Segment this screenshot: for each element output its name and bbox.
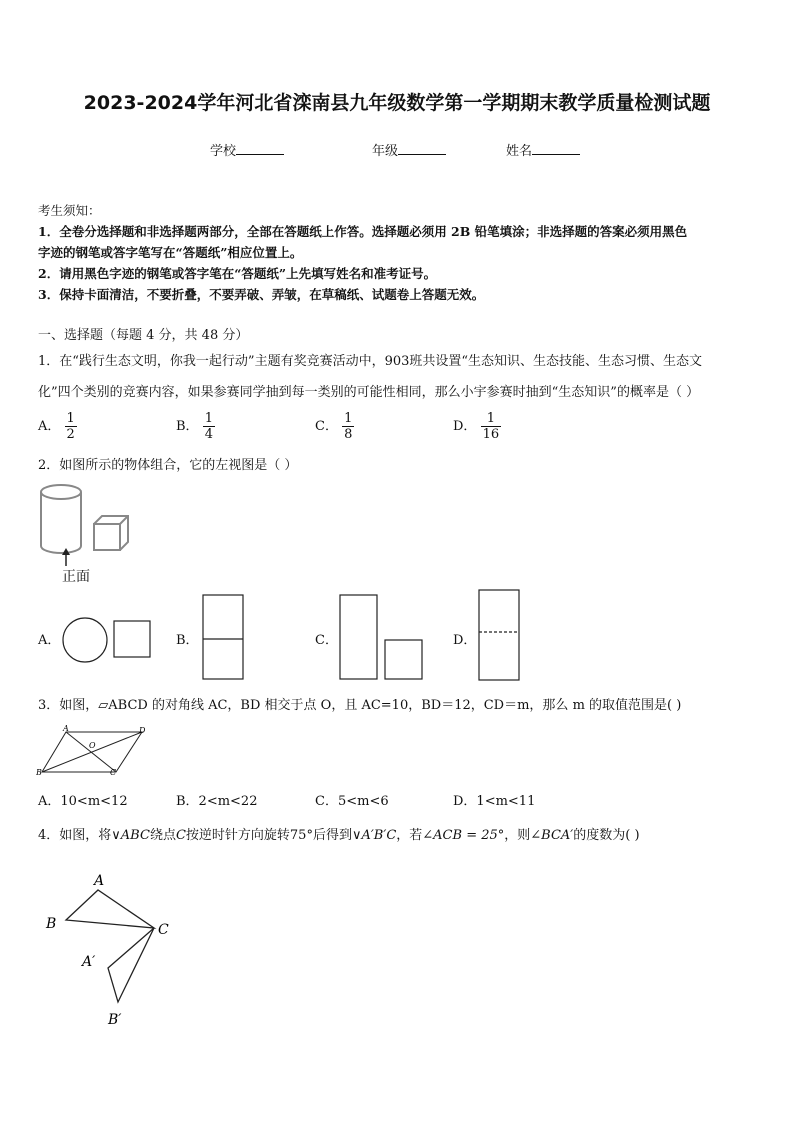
q2-option-a-figure <box>60 616 154 666</box>
q4-rotation-figure <box>40 868 190 1032</box>
q2-option-a-label[interactable]: A． <box>38 633 61 648</box>
fraction: $\frac{1}{4}$ <box>204 411 213 442</box>
q3-stem: 3．如图，▱ABCD 的对角线 AC，BD 相交于点 O，且 AC=10，BD＝12，CD＝m，那么 m 的取值范围是( ) <box>38 698 682 713</box>
grade-label: 年级 <box>372 144 399 159</box>
q2-option-c-figure <box>339 594 425 682</box>
name-field <box>506 140 580 159</box>
notice-block <box>38 200 760 305</box>
notice-item-3: 3．保持卡面清洁，不要折叠，不要弄破、弄皱，在草稿纸、试题卷上答题无效。 <box>38 287 485 302</box>
q1-option-d[interactable] <box>453 411 501 442</box>
exam-title: 2023-2024学年河北省滦南县九年级数学第一学期期末教学质量检测试题 <box>83 92 711 114</box>
option-letter: D． <box>453 419 477 434</box>
school-field <box>210 140 284 159</box>
option-letter: C． <box>315 419 338 434</box>
fraction: $\frac{1}{2}$ <box>66 411 75 442</box>
q4-label-a: A <box>94 873 105 889</box>
q1-line1: 1．在“践行生态文明，你我一起行动”主题有奖竞赛活动中，903班共设置“生态知识、生态技能、生态习惯、生态文 <box>38 354 703 369</box>
q2-stem: 2．如图所示的物体组合，它的左视图是（ ） <box>38 458 298 473</box>
q3-label-c: C <box>110 768 117 777</box>
q2-front-label: 正面 <box>62 569 90 585</box>
fraction: $\frac{1}{16}$ <box>482 411 500 442</box>
q3-label-d: D <box>139 726 146 735</box>
school-blank <box>236 142 284 155</box>
q2-option-d-label[interactable]: D． <box>453 633 477 648</box>
fraction: $\frac{1}{8}$ <box>344 411 353 442</box>
q3-option-c[interactable]: C．5<m<6 <box>315 794 389 809</box>
section-heading: 一、选择题（每题 4 分，共 48 分） <box>38 328 249 343</box>
q4-label-c: C <box>158 922 169 938</box>
q3-parallelogram-figure <box>36 722 156 780</box>
name-label: 姓名 <box>506 144 533 159</box>
q1-option-b[interactable] <box>176 411 215 442</box>
notice-item-2: 2．请用黑色字迹的钢笔或答字笔在“答题纸”上先填写姓名和准考证号。 <box>38 266 437 281</box>
school-label: 学校 <box>210 144 237 159</box>
q2-option-d-figure <box>478 589 522 683</box>
q4-stem: 4．如图，将∨ABC绕点C按逆时针方向旋转75°后得到∨A′B′C，若∠ACB = 25°，则∠BCA′的度数为( ) <box>38 828 640 843</box>
q4-triangle-2: ∨A′B′C <box>351 828 397 843</box>
q4-label-a1: A′ <box>82 954 96 970</box>
grade-blank <box>398 142 446 155</box>
q1-option-a[interactable] <box>38 411 77 442</box>
q4-condition: ∠ACB = 25° <box>422 828 505 843</box>
q3-option-a[interactable]: A．10<m<12 <box>38 794 128 809</box>
q4-label-b: B <box>46 916 57 932</box>
q2-option-b-figure <box>202 594 246 682</box>
q3-label-b: B <box>36 768 42 777</box>
q3-label-o: O <box>89 741 96 750</box>
q1-line2: 化”四个类别的竞赛内容，如果参赛同学抽到每一类别的可能性相同，那么小宇参赛时抽到“生态知识”的概率是（ ） <box>38 385 700 400</box>
cube-front <box>94 524 120 550</box>
q4-point: C <box>175 828 186 843</box>
q4-triangle-1: ∨ABC <box>111 828 150 843</box>
q2-figure <box>36 482 146 586</box>
q2-option-b-label[interactable]: B． <box>176 633 199 648</box>
q3-option-b[interactable]: B．2<m<22 <box>176 794 258 809</box>
q4-label-b1: B′ <box>108 1012 122 1028</box>
q3-option-d[interactable]: D．1<m<11 <box>453 794 536 809</box>
q2-option-c-label[interactable]: C． <box>315 633 338 648</box>
notice-heading: 考生须知： <box>38 203 101 218</box>
name-blank <box>532 142 580 155</box>
q3-label-a: A <box>63 724 69 733</box>
q4-angle: ∠BCA′ <box>530 828 574 843</box>
cylinder-top <box>41 485 81 499</box>
notice-item-1a: 1．全卷分选择题和非选择题两部分，全部在答题纸上作答。选择题必须用 2B 铅笔填涂；非选择题的答案必须用黑色 <box>38 224 688 239</box>
option-letter: B． <box>176 419 199 434</box>
option-letter: A． <box>38 419 61 434</box>
grade-field <box>372 140 446 159</box>
q1-option-c[interactable] <box>315 411 354 442</box>
notice-item-1b: 字迹的钢笔或答字笔写在“答题纸”相应位置上。 <box>38 245 303 260</box>
